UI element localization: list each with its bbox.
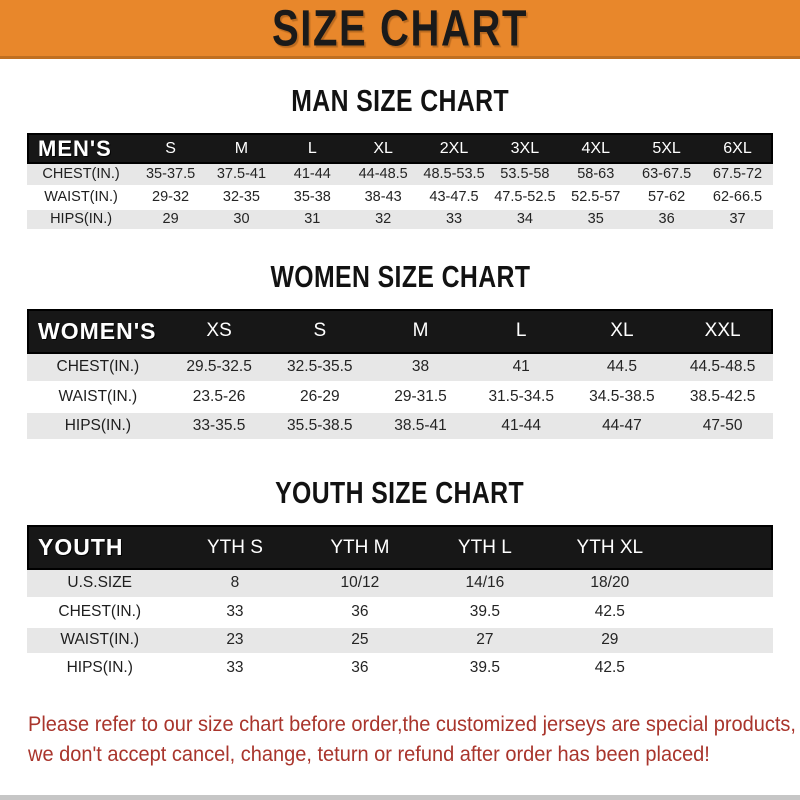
size-value: 34.5-38.5 xyxy=(589,388,655,405)
size-value: 33 xyxy=(445,211,463,227)
size-value: 14/16 xyxy=(465,574,505,592)
table-row xyxy=(27,383,773,412)
table-header-row xyxy=(27,309,773,354)
bottom-border xyxy=(0,795,800,800)
size-value: 42.5 xyxy=(594,603,625,620)
size-value: 38 xyxy=(411,358,430,376)
size-column-header: YTH M xyxy=(330,536,390,558)
men-section-title: MAN SIZE CHART xyxy=(291,83,509,118)
size-value: 63-67.5 xyxy=(642,166,692,183)
size-column-header: 3XL xyxy=(510,139,540,157)
size-value: 35-38 xyxy=(293,189,331,205)
size-column-header: L xyxy=(307,139,317,157)
size-column-header: M xyxy=(412,320,429,341)
banner xyxy=(0,0,800,59)
size-value: 29.5-32.5 xyxy=(186,358,252,376)
size-column-header: YTH XL xyxy=(576,536,644,558)
women-size-table xyxy=(27,309,773,443)
size-column-header: XL xyxy=(610,320,634,341)
table-row xyxy=(27,412,773,441)
size-value: 36 xyxy=(351,659,369,676)
table-row xyxy=(27,186,773,208)
size-value: 18/20 xyxy=(590,574,630,592)
size-value: 58-63 xyxy=(577,166,615,183)
size-column-header: 6XL xyxy=(723,139,752,157)
table-row xyxy=(27,598,773,626)
size-value: 38.5-42.5 xyxy=(689,388,756,405)
table-row xyxy=(27,570,773,598)
spacer-cell xyxy=(672,598,773,626)
size-value: 52.5-57 xyxy=(571,189,621,205)
size-value: 57-62 xyxy=(648,189,686,205)
size-value: 62-66.5 xyxy=(712,189,763,205)
size-value: 44-47 xyxy=(602,417,642,434)
size-value: 23.5-26 xyxy=(192,388,246,405)
row-label: CHEST(IN.) xyxy=(56,358,140,376)
size-value: 29-31.5 xyxy=(394,388,447,405)
size-value: 44.5-48.5 xyxy=(689,358,756,376)
size-value: 67.5-72 xyxy=(712,166,763,183)
size-value: 10/12 xyxy=(340,574,380,592)
size-value: 32 xyxy=(375,211,392,227)
table-row xyxy=(27,354,773,383)
row-label: WAIST(IN.) xyxy=(44,189,118,205)
size-column-header: M xyxy=(234,139,249,157)
size-value: 41-44 xyxy=(293,166,331,183)
size-column-header: 2XL xyxy=(439,139,469,157)
size-value: 23 xyxy=(226,631,244,648)
size-value: 53.5-58 xyxy=(500,166,550,183)
size-value: 26-29 xyxy=(299,388,340,405)
size-value: 44.5 xyxy=(606,358,637,376)
size-value: 29-32 xyxy=(152,189,190,205)
size-column-header: 5XL xyxy=(652,139,681,157)
size-value: 41-44 xyxy=(501,417,542,434)
size-value: 47-50 xyxy=(702,417,743,434)
size-value: 41 xyxy=(512,358,530,376)
row-label: HIPS(IN.) xyxy=(64,417,132,434)
size-column-header: XL xyxy=(373,139,393,157)
size-value: 32.5-35.5 xyxy=(287,358,353,376)
size-value: 48.5-53.5 xyxy=(423,166,485,183)
size-value: 36 xyxy=(351,603,369,620)
disclaimer-line-1: Please refer to our size chart before order,the customized jerseys are special products, xyxy=(28,711,796,736)
size-value: 31.5-34.5 xyxy=(488,388,554,405)
size-value: 25 xyxy=(351,631,369,648)
size-value: 38.5-41 xyxy=(394,417,447,434)
size-value: 31 xyxy=(304,211,321,227)
row-label: CHEST(IN.) xyxy=(58,603,142,620)
size-column-header: XXL xyxy=(704,320,741,341)
size-column-header: S xyxy=(165,139,176,157)
size-value: 42.5 xyxy=(594,659,625,676)
spacer-cell xyxy=(672,654,773,682)
table-header-row xyxy=(27,133,773,164)
size-value: 30 xyxy=(233,211,250,227)
table-header-label: WOMEN'S xyxy=(38,317,157,344)
size-value: 38-43 xyxy=(364,189,402,205)
row-label: CHEST(IN.) xyxy=(42,166,120,183)
row-label: HIPS(IN.) xyxy=(66,659,133,676)
size-value: 47.5-52.5 xyxy=(494,189,556,205)
table-row xyxy=(27,208,773,230)
size-value: 34 xyxy=(516,211,533,227)
size-value: 33 xyxy=(226,659,244,676)
table-header-label: MEN'S xyxy=(38,135,112,161)
spacer-cell xyxy=(672,570,773,598)
men-size-table xyxy=(27,133,773,232)
size-value: 32-35 xyxy=(222,189,260,205)
size-value: 44-48.5 xyxy=(358,166,408,183)
size-value: 39.5 xyxy=(469,659,500,676)
size-value: 39.5 xyxy=(469,603,500,620)
women-section-title: WOMEN SIZE CHART xyxy=(270,258,530,294)
size-value: 33 xyxy=(226,603,244,620)
row-label: U.S.SIZE xyxy=(67,574,133,592)
size-value: 35-37.5 xyxy=(145,166,196,183)
size-column-header: YTH S xyxy=(206,536,263,558)
table-header-label: YOUTH xyxy=(38,534,124,560)
disclaimer-line-2: we don't accept cancel, change, teturn or refund after order has been placed! xyxy=(28,741,710,766)
banner-title: SIZE CHART xyxy=(272,0,528,57)
size-value: 29 xyxy=(601,631,619,648)
spacer-cell xyxy=(672,626,773,654)
size-column-header: S xyxy=(313,320,327,341)
youth-size-table xyxy=(27,525,773,684)
size-value: 37 xyxy=(729,211,746,227)
table-row xyxy=(27,164,773,186)
row-label: HIPS(IN.) xyxy=(50,211,113,227)
table-header-row xyxy=(27,525,773,570)
size-value: 36 xyxy=(658,211,675,227)
spacer-cell xyxy=(672,525,773,570)
size-column-header: L xyxy=(515,320,527,341)
table-row xyxy=(27,626,773,654)
size-value: 43-47.5 xyxy=(429,189,479,205)
size-value: 35 xyxy=(587,211,604,227)
size-value: 35.5-38.5 xyxy=(287,417,353,434)
table-row xyxy=(27,654,773,682)
size-column-header: YTH L xyxy=(457,536,512,558)
youth-section-title: YOUTH SIZE CHART xyxy=(275,475,525,510)
size-column-header: XS xyxy=(206,320,232,341)
size-value: 29 xyxy=(162,211,179,227)
row-label: WAIST(IN.) xyxy=(60,631,140,648)
size-column-header: 4XL xyxy=(581,139,610,157)
size-value: 33-35.5 xyxy=(192,417,246,434)
row-label: WAIST(IN.) xyxy=(58,388,138,405)
size-value: 8 xyxy=(230,574,240,592)
disclaimer xyxy=(0,709,800,769)
size-value: 27 xyxy=(476,631,494,648)
size-value: 37.5-41 xyxy=(216,166,267,183)
